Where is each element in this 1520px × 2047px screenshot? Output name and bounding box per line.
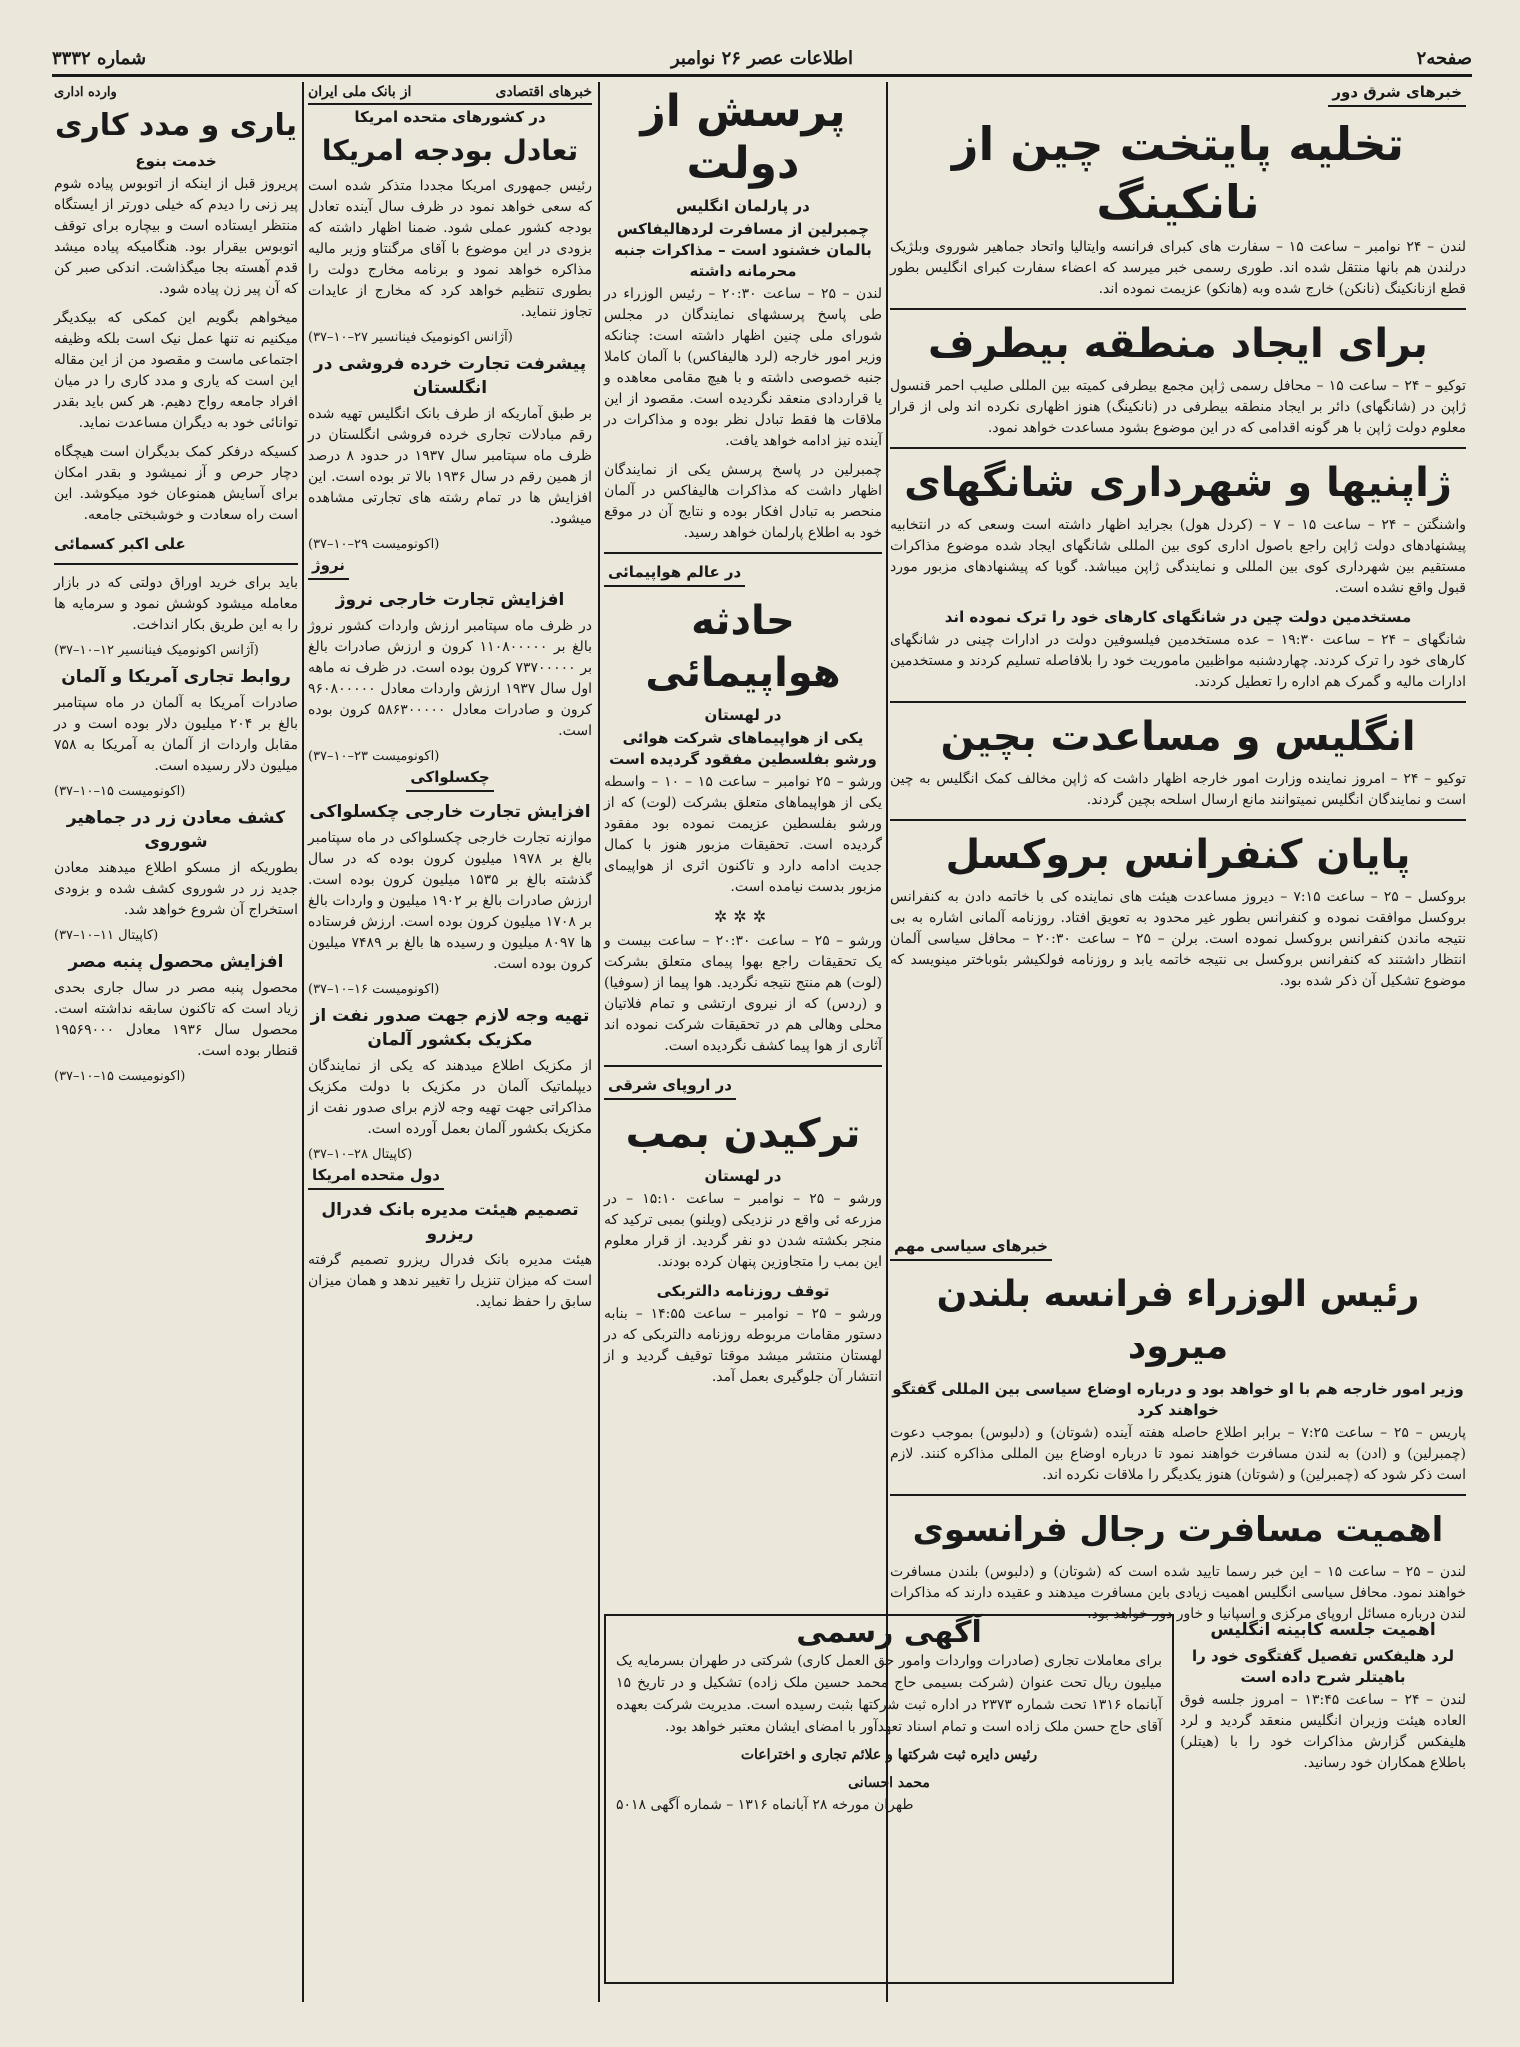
divider [890,819,1466,821]
article-text: کسیکه درفکر کمک بدیگران است هیچگاه دچار حرص و آز نمیشود و بقدر امکان برای آسایش همنوعان خود میکوشد. این است راه سعادت و خوشبختی جامعه. [54,444,298,523]
column-social [54,82,298,2002]
corner-label: وارده اداری [54,85,117,100]
article-text: میخواهم بگویم این کمکی که بیکدیگر میکنیم نه تنها عمل نیک است بلکه وظیفه اجتماعی ماست و مقصود من از این مقاله این است که یاری و مدد کاری را در میان افراد جامعه رواج دهیم. هر کس باید بقدر توانائی خود به دیگران مساعدت نماید. [54,310,298,431]
column-political [890,1236,1467,1622]
sub-headline: یکی از هواپیماهای شرکت هوائی ورشو بفلسطین مفقود گردیده است [609,729,877,768]
headline: پرسش از دولت [640,86,846,189]
byline: علی اکبر کسمائی [54,535,186,553]
source-note: (آژانس اکونومیک فینانسیر ۲۷–۱۰–۳۷) [308,330,513,345]
headline: کشف معادن زر در جماهیر شوروی [66,808,286,852]
divider [604,552,882,554]
sub-headline: چمبرلین از مسافرت لردهالیفاکس بالمان خشنود است – مذاکرات جنبه محرمانه داشته [614,220,872,280]
section-label: از بانک ملی ایران [308,84,412,100]
article-text: چمبرلین در پاسخ پرسش یکی از نمایندگان اظهار داشت که مذاکرات هالیفاکس در آلمان منحصر به تبادل افکار بوده و نتایج آن در موقع خود به اطلاع پارلمان خواهد رسید. [604,462,882,541]
article-text: موازنه تجارت خارجی چکسلواکی در ماه سپتامبر بالغ بر ۱۹۷۸ میلیون کرون بوده که در سال گذشته بالغ بر ۱۵۳۵ میلیون کرون بوده است. ارزش صادرات بالغ بر ۱۹۰۲ میلیون و واردات بالغ بر ۱۷۰۸ میلیون کرون بوده است. ارزش فرستاده ها ۸۰۹۷ میلیون و رسیده ها بالغ بر ۷۴۸۹ میلیون کرون بوده است. [308,830,593,972]
section-label: خبرهای سیاسی مهم [890,1236,1052,1261]
article-text: ورشو – ۲۵ نوامبر – ساعت ۱۵ – ۱۰ – واسطه یکی از هواپیماهای متعلق بشرکت (لوت) که از ورشو بفلسطین عزیمت نموده بود مفقود گردیده است. تحقیقات مزبور هنوز با کمال جدیت ادامه دارد و تاکنون اثری از هواپیمای مزبور بدست نیامده است. [604,774,882,895]
headline: تعادل بودجه امریکا [321,134,579,167]
headline: پیشرفت تجارت خرده فروشی در انگلستان [313,354,587,398]
headline: حادثه هواپیمائی [645,598,841,696]
article-text: شانگهای – ۲۴ – ساعت ۱۹:۳۰ – عده مستخدمین فیلسوفین دولت در ادارات چینی در شانگهای کارهای خود را ترک کردند. چهاردشنبه مواظبین ماموریت خود را بلافاصله تسلیم کردند و مستخدمین ادارات مالیه و گمرک هم اداره را تعطیل کردند. [890,632,1467,690]
section-label: چکسلواکی [406,767,493,792]
article-text: رئیس جمهوری امریکا مجددا متذکر شده است که سعی خواهد نمود در ظرف سال آینده تعادل بودجه کشور عملی شود. ضمنا اظهار داشته که بزودی در این موضوع با آقای مرگنتاو وزیر مالیه مذاکره خواهد نمود و برنامه مخارج دولت را بطوری تنظیم خواهد کرد که مخارج از عایدات تجاوز ننماید. [308,178,592,320]
article-text: لندن – ۲۵ – ساعت ۲۰:۳۰ – رئیس الوزراء در طی پاسخ پرسشهای نمایندگان در مجلس شورای ملی چنین اظهار داشته است: چنانکه وزیر امور خارجه (لرد هالیفاکس) با آلمان کاملا جنبه خصوصی داشته و با هیچ مقامی معاهده و یا قراردادی منعقد نگردیده است. مقصود از این ملاقات ها فقط تبادل نظر بوده و مذاکرات در آینده نیز ادامه خواهد یافت. [604,286,882,449]
article-text: ورشو – ۲۵ – ساعت ۲۰:۳۰ – ساعت بیست و یک تحقیقات راجع بهوا پیمای متعلق بشرکت (لوت) هم منتج نتیجه نگردید. هوا پیما از (سوفیا) و (ردس) که از نیروی ارتشی و تمام فلاتیان محلی وهالی هم در تحقیقات شرکت نموده اند آثاری از هوا پیما کشف نگردیده است. [604,933,882,1054]
section-label: نروژ [308,555,349,580]
section-label: در عالم هواپیمائی [604,562,745,587]
headline: ترکیدن بمب [625,1111,861,1157]
article-text: بر طبق آماریکه از طرف بانک انگلیس تهیه شده رقم مبادلات تجاری خرده فروشی انگلستان در ظرف ماه سپتامبر سال ۱۹۳۷ در حدود ۸ درصد از همین رقم در سال ۱۹۳۶ بالا تر بوده است. این افزایش ها در تمام رشته های تجارتی مشاهده میشود. [308,406,593,527]
source-note: (آژانس اکونومیک فینانسیر ۱۲–۱۰–۳۷) [54,643,259,658]
sub-headline: توقف روزنامه دالتربکی [656,1282,830,1300]
source-note: (کاپیتال ۲۸–۱۰–۳۷) [308,1147,413,1162]
headline: تهیه وجه لازم جهت صدور نفت از مکزیک بکشور آلمان [310,1006,590,1050]
sub-headline: لرد هلیفکس تفصیل گفتگوی خود را باهیتلر شرح داده است [1191,1647,1455,1686]
article-text: بطوریکه از مسکو اطلاع میدهند معادن جدید زر در شوروی کشف شده و بزودی استخراج آن شروع خواهد شد. [54,860,298,918]
source-note: (اکونومیست ۱۵–۱۰–۳۷) [54,1069,186,1084]
article-text: ورشو – ۲۵ – نوامبر – ساعت ۱۴:۵۵ – بنابه دستور مقامات مربوطه روزنامه دالتربکی که در لهستان منتشر میشد موقتا توقیف گردید و از انتشار آن جلوگیری بعمل آمد. [604,1306,882,1385]
article-text: هیئت مدیره بانک فدرال ریزرو تصمیم گرفته است که میزان تنزیل را تغییر ندهد و همان میزان سابق را حفظ نماید. [308,1252,592,1310]
headline: تخلیه پایتخت چین از نانکینگ [952,117,1404,229]
divider [890,1494,1466,1496]
section-header [308,82,592,105]
column-rule [302,82,304,2002]
sub-headline: در لهستان [704,706,782,724]
section-label: خبرهای شرق دور [1328,82,1466,107]
headline: برای ایجاد منطقه بیطرف [928,321,1428,367]
headline: رئیس الوزراء فرانسه بلندن میرود [936,1274,1420,1367]
headline: اهمیت جلسه کابینه انگلیس [1210,1620,1436,1640]
article-text: در ظرف ماه سپتامبر ارزش واردات کشور نروژ بالغ بر ۱۱۰۸۰۰۰۰۰ کرون و ارزش صادرات بالغ بر ۷۳۷۰۰۰۰۰ کرون بوده است. در ظرف نه ماهه اول سال ۱۹۳۷ ارزش واردات معادل ۹۶۰۸۰۰۰۰۰ کرون و صادرات معادل ۵۸۶۳۰۰۰۰۰ کرون بوده است. [308,618,593,739]
headline: تصمیم هیئت مدیره بانک فدرال ریزرو [321,1200,579,1244]
headline: افزایش محصول پنبه مصر [68,952,284,972]
page-label: صفحه۲ [1416,48,1472,69]
article-text: لندن – ۲۴ نوامبر – ساعت ۱۵ – سفارت های کبرای فرانسه وایتالیا واتحاد جماهیر شوروی وبلژیک درلندن هم بانها منتقل شده اند. طوری رسمی خبر میرسد که اعضاء سفارت کبرای انگلیس بطور قطع ازنانکینگ (نانکن) خارج شده وبه (هانکو) عزیمت نموده اند. [890,239,1466,297]
article-text: لندن – ۲۴ – ساعت ۱۳:۴۵ – امروز جلسه فوق العاده هیئت وزیران انگلیس منعقد گردید و لرد هلیفکس گزارش مذاکرات خود را با (هیتلر) باطلاع همکاران خود رسانید. [1180,1692,1466,1771]
masthead [52,46,1472,77]
section-label: خبرهای اقتصادی [495,84,592,100]
article-text: بروکسل – ۲۵ – ساعت ۷:۱۵ – دیروز مساعدت هیئت های نماینده کی با خاتمه دادن به کنفرانس بروکسل موافقت نموده و کنفرانس بطور غیر محدود به تعویق افتاد. روزنامه آلمانی اشاره به بی نتیجه ماندن کنفرانس بروکسل نموده است. برلن – ۲۵ – ساعت ۲۰:۳۰ – محافل سیاسی آلمان انتظار داشتند که کنفرانس بروکسل بی نتیجه خاتمه یابد و روزنامه فولکیشر بئوباختر مینویسد که موضوع تشکیل آن ذکر شده بود. [890,889,1466,989]
ad-text: برای معاملات تجاری (صادرات وواردات وامور حق العمل کاری) شرکتی در طهران بسرمایه یک میلیون ریال تحت عنوان (شرکت بسیمی حاج محمد حسین ملک زاده) تشکیل و در تاریخ ۱۵ آبانماه ۱۳۱۶ تحت شماره ۲۳۷۳ در اداره ثبت شرکتها بثبت رسیده است. مدیریت شرکت بعهده آقای حاج حسن ملک زاده است و تمام اسناد تعهدآور با امضای ایشان معتبر خواهد بود. [616,1653,1162,1735]
source-note: (کاپیتال ۱۱–۱۰–۳۷) [54,928,159,943]
sub-headline: در کشورهای متحده امریکا [354,108,546,126]
headline: اهمیت مسافرت رجال فرانسوی [912,1510,1444,1550]
headline: افزایش تجارت خارجی نروژ [335,590,565,610]
sub-headline: در پارلمان انگلیس [676,197,810,215]
column-rule [598,82,600,2002]
divider [54,563,298,565]
headline: انگلیس و مساعدت بچین [940,714,1416,760]
column-cabinet [1180,1614,1466,1984]
article-text: توکیو – ۲۴ – ساعت ۱۵ – محافل رسمی ژاپن مجمع بیطرفی کمیته بین المللی صلیب احمر قنسول ژاپن در (شانگهای) دائر بر ایجاد منطقه بیطرفی در (نانکینگ) هنوز اظهاری نکرده اند ولی از قرار معلوم دولت ژاپن با هر گونه اقدامی که در این موضوع بشود مساعدت خواهد نمود. [890,378,1466,436]
headline: روابط تجاری آمریکا و آلمان [61,667,291,687]
article-text: توکیو – ۲۴ – امروز نماینده وزارت امور خارجه اظهار داشت که ژاپن مخالف کمک انگلیس به چین است و نمایندگان انگلیس نمیتوانند مانع ارسال اسلحه بچین گردند. [890,771,1466,808]
column-politics [604,82,882,1602]
headline: یاری و مدد کاری [54,108,298,143]
article-text: صادرات آمریکا به آلمان در ماه سپتامبر بالغ بر ۲۰۴ میلیون دلار بوده است و در مقابل واردات از آلمان به آمریکا به ۷۵۸ میلیون دلار رسیده است. [54,695,298,774]
article-text: محصول پنبه مصر در سال جاری بحدی زیاد است که تاکنون سابقه نداشته است. محصول سال ۱۹۳۶ معادل ۱۹۵۶۹۰۰۰ قنطار بوده است. [54,980,298,1059]
headline: افزایش تجارت خارجی چکسلواکی [309,802,591,822]
sub-headline: مستخدمین دولت چین در شانگهای کارهای خود را ترک نموده اند [944,608,1412,626]
source-note: (اکونومیست ۲۹–۱۰–۳۷) [308,537,440,552]
sub-headline: وزیر امور خارجه هم با او خواهد بود و درباره اوضاع سیاسی بین المللی گفتگو خواهند کرد [892,1380,1464,1419]
source-note: (اکونومیست ۱۵–۱۰–۳۷) [54,784,186,799]
article-text: ورشو – ۲۵ – نوامبر – ساعت ۱۵:۱۰ – در مزرعه ئی واقع در نزدیکی (ویلنو) بمبی ترکید که منجر بکشته شدن دو نفر گردید. از قرار معلوم این بمب را متجاوزین پنهان کرده بودند. [604,1191,882,1270]
column-economy [308,82,592,2002]
article-text: پاریس – ۲۵ – ساعت ۷:۲۵ – برابر اطلاع حاصله هفته آینده (شوتان) و (دلبوس) بموجب دعوت (چمبرلین) و (ادن) به لندن مسافرت خواهند نمود تا درباره اوضاع بین المللی مذاکره کنند. لازم است ذکر شود که (چمبرلین) و (شوتان) هنوز یکدیگر را ملاقات نکرده اند. [890,1425,1467,1483]
ad-number: طهران مورخه ۲۸ آبانماه ۱۳۱۶ – شماره آگهی ۵۰۱۸ [616,1797,914,1813]
section-label: در اروپای شرقی [604,1075,736,1100]
divider [890,447,1466,449]
sub-headline: خدمت بنوع [135,152,217,170]
article-text: پریروز قبل از اینکه از اتوبوس پیاده شوم پیر زنی را دیدم که خیلی دورتر از ایستگاه منتظر ایستاده است و بیچاره برای توقف اتوبوس بیقرار بود. هنگامیکه پیاده میشد قدم آهسته بجا میگذاشت. اندکی صبر کن که آن پیر زن پیاده شود. [54,176,298,297]
divider [890,308,1466,310]
article-text: از مکزیک اطلاع میدهند که یکی از نمایندگان دیپلماتیک آلمان در مکزیک با دولت مکزیک مذاکراتی جهت تهیه وجه لازم برای صدور نفت از مکزیک بکشور آلمان بعمل آورده است. [308,1058,592,1137]
official-advertisement [604,1614,1174,1984]
source-note: (اکونومیست ۲۳–۱۰–۳۷) [308,749,440,764]
issue-number: شماره ۳۳۳۲ [52,48,147,69]
divider [604,1065,882,1067]
headline: پایان کنفرانس بروکسل [945,832,1411,878]
ad-title: آگهی رسمی [796,1615,982,1650]
sub-headline: در لهستان [704,1167,782,1185]
article-text: واشنگتن – ۲۴ – ساعت ۱۵ – ۷ – (کردل هول) بجراید اظهار داشته است وسعی که در انتخابیه پیشنهادهای دولت ژاپن راجع باصول اداری کوی بین المللی شانگهای ایجاد شده موضوع مذاکرات مستقیم بین شهرداری کوی بین المللی و نمایندگی ژاپن میباشد. گویا که پیشنهادهای مزبور مورد قبول واقع نشده است. [890,517,1467,596]
article-text: لندن – ۲۵ – ساعت ۱۵ – این خبر رسما تایید شده است که (شوتان) و (دلبوس) بلندن مسافرت خواهند نمود. محافل سیاسی انگلیس اهمیت زیادی باین مسافرت میدهند و عقیده دارند که مذاکرات لندن درباره مسائل اروپای مرکزی و اسپانیا و خاور دور خواهد بود. [890,1564,1466,1622]
headline: ژاپنیها و شهرداری شانگهای [904,460,1452,506]
source-note: (اکونومیست ۱۶–۱۰–۳۷) [308,982,440,997]
divider [890,701,1466,703]
ad-signatory-name: محمد احسانی [848,1775,930,1791]
stars-ornament: ✲✲✲ [713,907,773,926]
article-text: باید برای خرید اوراق دولتی که در بازار معامله میشود کوشش نمود و سرمایه ها را به این طریق بکار انداخت. [54,575,298,633]
paper-date: اطلاعات عصر ۲۶ نوامبر [671,48,853,69]
section-label: دول متحده امریکا [308,1165,444,1190]
ad-signatory-title: رئیس دایره ثبت شرکتها و علائم تجاری و اختراعات [740,1747,1038,1763]
